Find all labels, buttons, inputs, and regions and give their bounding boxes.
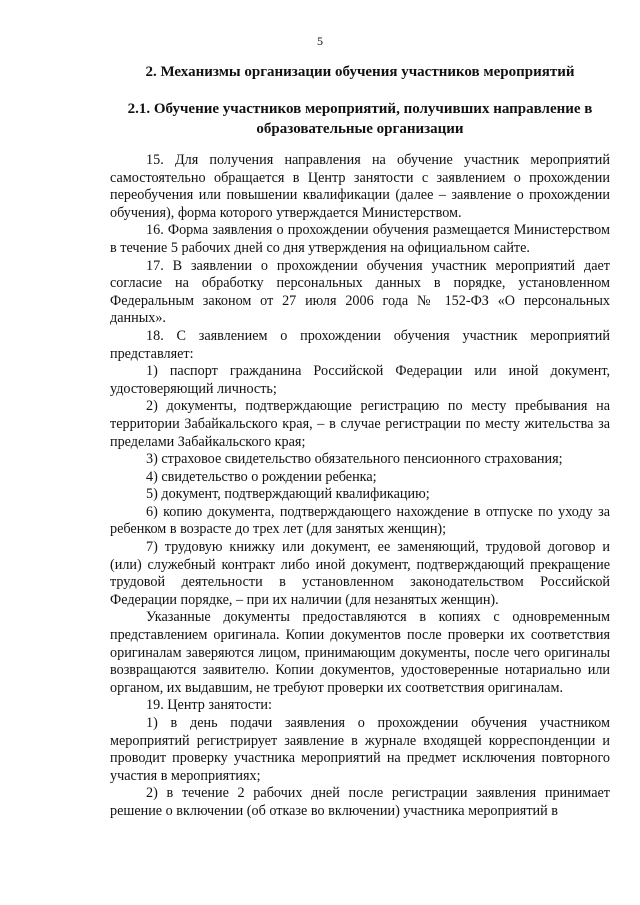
paragraph-copies-note: Указанные документы предоставляются в копиях с одновременным представлением оригинала. Копии документов после проверки их соответствия оригиналам заверяются лицом, принимающим документы, после чего оригиналы возвращаются заявителю. Копии документов, удостоверенные нотариально или органом, их выдавшим, не требуют проверки их соответствия оригиналам. xyxy=(110,609,610,696)
list-item-18-7: 7) трудовую книжку или документ, ее заменяющий, трудовой договор и (или) служебный контракт либо иной документ, подтверждающий прекращение трудовой деятельности в установленном законодательством Российской Федерации порядке, – при их наличии (для незанятых женщин). xyxy=(110,539,610,608)
section-title: 2. Механизмы организации обучения участников мероприятий xyxy=(145,64,575,80)
list-item-19-1: 1) в день подачи заявления о прохождении обучения участником мероприятий регистрирует заявление в журнале входящей корреспонденции и проводит проверку участника мероприятий на предмет исключения повторного участия в мероприятиях; xyxy=(110,715,610,784)
list-item-18-2: 2) документы, подтверждающие регистрацию по месту пребывания на территории Забайкальского края, – в случае регистрации по месту жительства за пределами Забайкальского края; xyxy=(110,398,610,450)
paragraph-18: 18. С заявлением о прохождении обучения участник мероприятий представляет: xyxy=(110,327,610,362)
paragraph-17: 17. В заявлении о прохождении обучения участник мероприятий дает согласие на обработку персональных данных в порядке, установленном Федеральным законом от 27 июля 2006 года № 152-ФЗ «О персональных данных». xyxy=(110,257,610,327)
list-item-18-1: 1) паспорт гражданина Российской Федерации или иной документ, удостоверяющий личность; xyxy=(110,363,610,397)
document-body xyxy=(110,152,610,821)
list-item-18-6: 6) копию документа, подтверждающего нахождение в отпуске по уходу за ребенком в возрасте до трех лет (для занятых женщин); xyxy=(110,503,610,538)
page-number: 5 xyxy=(317,34,323,48)
paragraph-15: 15. Для получения направления на обучение участник мероприятий самостоятельно обращается в Центр занятости с заявлением о прохождении переобучения или повышении квалификации (далее – заявление о прохождении обучения), форма которого утверждается Министерством. xyxy=(110,152,610,221)
list-item-19-2: 2) в течение 2 рабочих дней после регистрации заявления принимает решение о включении (об отказе во включении) участника мероприятий в xyxy=(110,785,610,819)
list-item-18-4: 4) свидетельство о рождении ребенка; xyxy=(146,468,377,485)
paragraph-16: 16. Форма заявления о прохождении обучения размещается Министерством в течение 5 рабочих дней со дня утверждения на официальном сайте. xyxy=(110,222,610,256)
paragraph-19: 19. Центр занятости: xyxy=(146,697,272,714)
list-item-18-3: 3) страховое свидетельство обязательного пенсионного страхования; xyxy=(146,451,563,468)
list-item-18-5: 5) документ, подтверждающий квалификацию; xyxy=(146,486,430,503)
subsection-title: 2.1. Обучение участников мероприятий, получивших направление в образовательные организации xyxy=(127,101,593,137)
